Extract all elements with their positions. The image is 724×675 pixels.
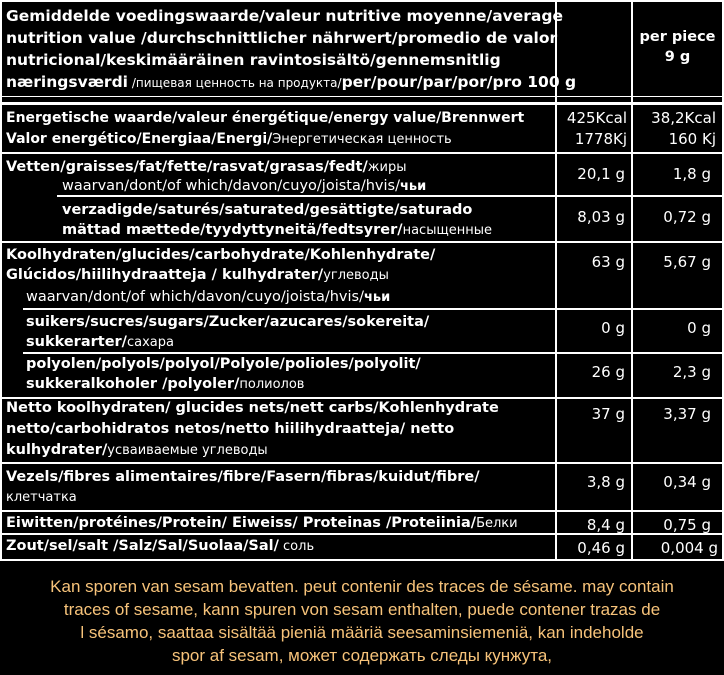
polyols-label-2b: полиолов xyxy=(239,377,305,392)
salt-label-b: соль xyxy=(278,539,315,554)
carbs-sub-label-b: чьи xyxy=(363,290,391,305)
net-carbs-label-1: Netto koolhydraten/ glucides nets/nett carbs/Kohlenhydrate xyxy=(6,400,499,416)
per-piece-weight: 9 g xyxy=(664,49,691,65)
energy-label-2 xyxy=(6,128,452,151)
fat-sub-label xyxy=(62,175,426,198)
polyols-label-1: polyolen/polyols/polyol/Polyole/polioles/polyolit/ xyxy=(26,356,421,372)
salt-label-a: Zout/sel/salt /Salz/Sal/Suolaa/Sal/ xyxy=(6,538,279,554)
fat-label-a: Vetten/graisses/fat/fette/rasvat/grasas/fedt/ xyxy=(6,159,368,175)
carbs-sub-label xyxy=(26,286,390,309)
carbs-label-2 xyxy=(6,264,389,287)
carbs-sub-label-a: waarvan/dont/of which/davon/cuyo/joista/hvis/ xyxy=(26,289,364,305)
sugars-value-piece: 0 g xyxy=(687,319,711,337)
sugars-value-100g: 0 g xyxy=(601,319,625,337)
header-line-2: nutrition value /durchschnittlicher nährwert/promedio de valor xyxy=(6,29,558,47)
salt-value-100g: 0,46 g xyxy=(577,539,625,557)
header-line-4-small: /пищевая ценность на продукта/ xyxy=(128,76,342,90)
header-line-4 xyxy=(6,71,576,94)
net-carbs-value-100g: 37 g xyxy=(591,405,625,423)
protein-label-b: Белки xyxy=(476,516,518,531)
header-line-1: Gemiddelde voedingswaarde/valeur nutritive moyenne/average xyxy=(6,7,563,25)
fibre-value-piece: 0,34 g xyxy=(663,473,711,491)
header-line-3: nutricional/keskimääräinen ravintosisältö/gennemsnitlig xyxy=(6,51,501,69)
allergen-note-line-3: l sésamo, saattaa sisältää pieniä määriä seesaminsiemeniä, kan indeholde xyxy=(80,623,644,642)
allergen-note-line-1: Kan sporen van sesam bevatten. peut contenir des traces de sésame. may contain xyxy=(50,577,674,596)
allergen-note-line-2: traces of sesame, kann spuren von sesam enthalten, puede contener trazas de xyxy=(63,600,661,619)
net-carbs-label-3b: усваиваемые углеводы xyxy=(107,443,268,458)
rule-netcarbs-bottom xyxy=(0,462,724,464)
saturated-value-piece: 0,72 g xyxy=(663,208,711,226)
rule-left xyxy=(0,0,2,561)
energy-kj-piece: 160 Kj xyxy=(668,130,716,148)
energy-kcal-piece: 38,2Kcal xyxy=(651,109,716,127)
energy-kcal-100g: 425Kcal xyxy=(566,109,627,127)
allergen-note-line-4: spor af sesam, может содержать следы кунжута, xyxy=(171,646,553,665)
fibre-label-2: клетчатка xyxy=(6,490,77,505)
saturated-label-2b: насыщенные xyxy=(402,223,492,238)
net-carbs-label-2: netto/carbohidratos netos/netto hiilihydraatteja/ netto xyxy=(6,421,455,437)
carbs-value-piece: 5,67 g xyxy=(663,253,711,271)
saturated-label-2a: mättad mættede/tyydyttyneitä/fedtsyrer/ xyxy=(62,222,403,238)
carbs-label-1: Koolhydraten/glucides/carbohydrate/Kohlenhydrate/ xyxy=(6,247,436,263)
net-carbs-label-3a: kulhydrater/ xyxy=(6,442,108,458)
rule-bottom xyxy=(0,559,724,561)
rule-top xyxy=(0,0,724,2)
rule-header-bottom xyxy=(0,96,724,97)
protein-label xyxy=(6,512,518,535)
header-line-4-bold-a: næringsværdi xyxy=(6,73,128,91)
carbs-label-2a: Glúcidos/hiilihydraatteja / kulhydrater/ xyxy=(6,267,324,283)
net-carbs-label-3 xyxy=(6,439,268,462)
carbs-label-2b: углеводы xyxy=(323,268,389,283)
energy-label-2b: Энергетическая ценность xyxy=(272,132,452,147)
protein-value-100g: 8,4 g xyxy=(586,516,625,534)
protein-value-piece: 0,75 g xyxy=(663,516,711,534)
sugars-label-2a: sukkerarter/ xyxy=(26,334,127,350)
polyols-value-piece: 2,3 g xyxy=(672,363,711,381)
per-piece-heading: per piece xyxy=(639,29,716,45)
fat-sub-label-a: waarvan/dont/of which/davon/cuyo/joista/hvis/ xyxy=(62,178,400,194)
fat-label-b: жиры xyxy=(367,160,407,175)
fat-sub-label-b: чьи xyxy=(399,179,427,194)
fat-value-100g: 20,1 g xyxy=(577,165,625,183)
energy-label-1: Energetische waarde/valeur énergétique/energy value/Brennwert xyxy=(6,110,525,126)
polyols-label-2 xyxy=(26,373,304,396)
net-carbs-value-piece: 3,37 g xyxy=(663,405,711,423)
polyols-label-2a: sukkeralkoholer /polyoler/ xyxy=(26,376,240,392)
salt-value-piece: 0,004 g xyxy=(660,539,718,557)
saturated-value-100g: 8,03 g xyxy=(577,208,625,226)
energy-kj-100g: 1778Kj xyxy=(574,130,627,148)
saturated-label-1: verzadigde/saturés/saturated/gesättigte/saturado xyxy=(62,202,473,218)
salt-label xyxy=(6,535,314,558)
saturated-label-2 xyxy=(62,219,492,242)
fibre-value-100g: 3,8 g xyxy=(586,473,625,491)
sugars-label-2 xyxy=(26,331,174,354)
fat-value-piece: 1,8 g xyxy=(672,165,711,183)
energy-label-2a: Valor energético/Energiaa/Energi/ xyxy=(6,131,273,147)
sugars-label-2b: сахара xyxy=(126,335,174,350)
polyols-value-100g: 26 g xyxy=(591,363,625,381)
header-line-4-bold-b: per/pour/par/por/pro 100 g xyxy=(341,73,577,91)
fibre-label-1: Vezels/fibres alimentaires/fibre/Fasern/fibras/kuidut/fibre/ xyxy=(6,469,480,485)
carbs-value-100g: 63 g xyxy=(591,253,625,271)
rule-thick xyxy=(0,102,724,105)
rule-energy-bottom xyxy=(0,152,724,154)
sugars-label-1: suikers/sucres/sugars/Zucker/azucares/sokereita/ xyxy=(26,314,430,330)
protein-label-a: Eiwitten/protéines/Protein/ Eiweiss/ Proteinas /Proteiinia/ xyxy=(6,515,477,531)
